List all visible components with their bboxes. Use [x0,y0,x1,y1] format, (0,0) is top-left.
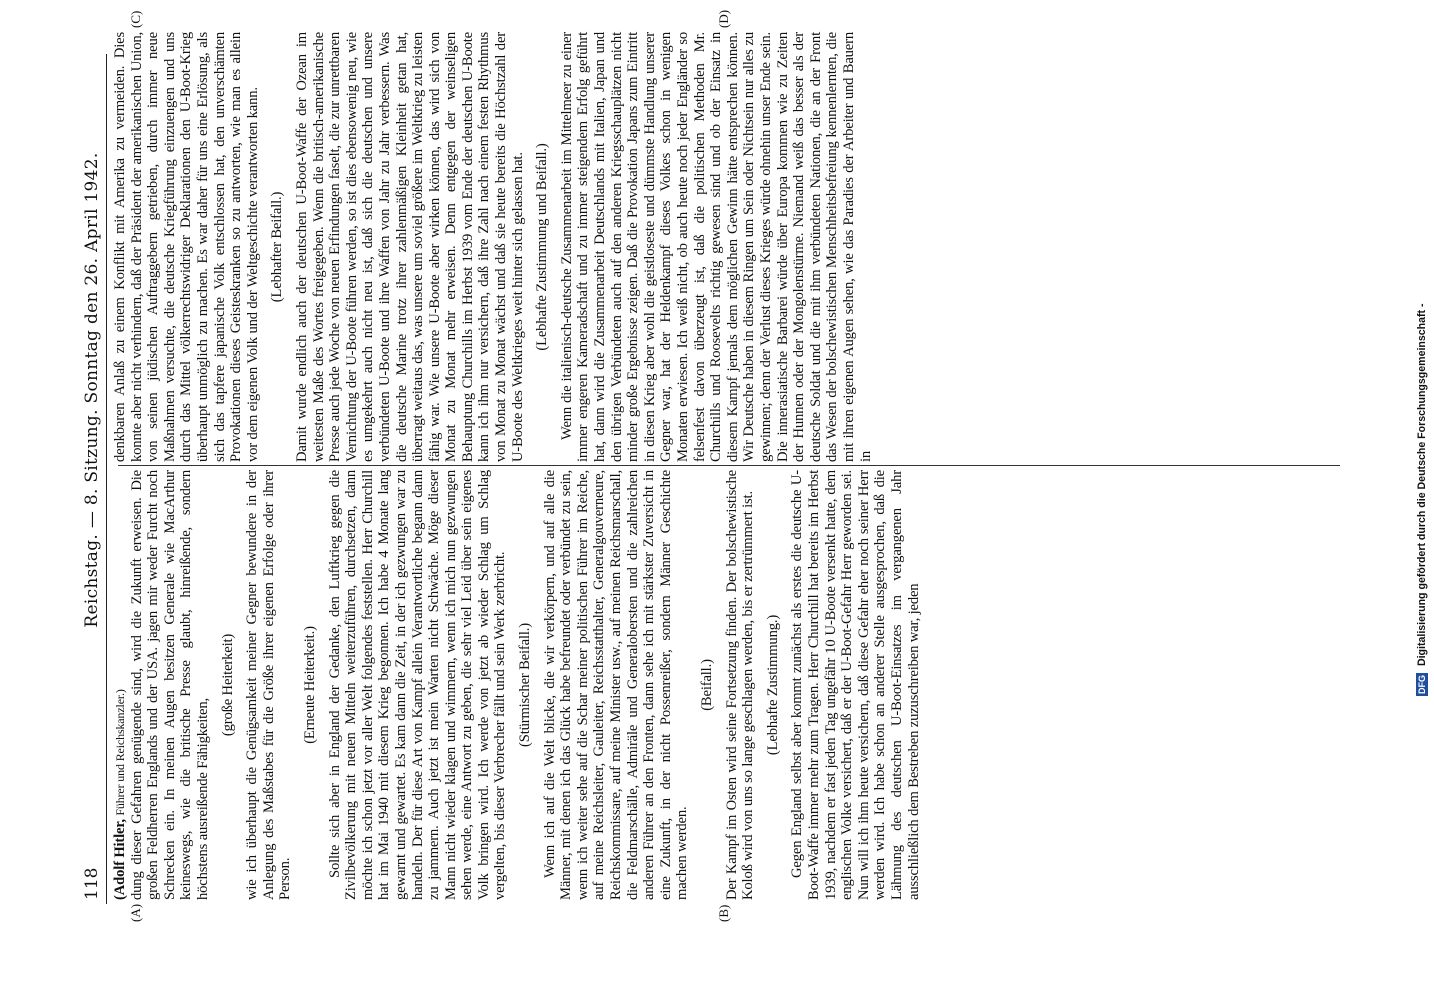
applause-note: (Stürmischer Beifall.) [517,623,534,747]
paragraph: Der Kampf im Osten wird seine Fortsetzung finden. Der bolschewistische Koloß wird von uns so lange geschlagen werden, bis er zertrümmert ist. [723,470,757,900]
margin-marker-b: (B) [716,904,731,922]
digitization-credit-text [1416,6,1428,696]
dfg-logo: DFG [1417,675,1427,694]
applause-note: (Lebhafte Zustimmung.) [764,614,781,756]
margin-marker-a: (A) [128,903,143,922]
paragraph: wie ich überhaupt die Genügsamkeit meiner Gegner bewundere in der Anlegung des Maßstabes für die Größe ihrer eigenen Erfolge oder ihrer Person. [244,470,294,900]
margin-marker-d: (D) [716,9,731,28]
speaker-name: (Adolf Hitler, [112,819,128,900]
text-column-left [112,470,922,900]
paragraph: Gegen England selbst aber kommt zunächst als erstes die deutsche U-Boot-Waffe immer mehr zum Tragen. Herr Churchill hat bereits im Herbst 1939, nachdem er fast jeden Tag ungefähr 10 U-Boote versenkt hatte, dem englischen Volke versichert, daß er der U-Boot-Gefahr Herr geworden sei. Nun will ich ihm heute versichern, daß diese Gefahr eher noch seiner Herr werden wird. Ich habe schon an anderer Stelle ausgesprochen, daß die Lähmung des deutschen U-Boot-Einsatzes im vergangenen Jahr ausschließlich dem Bestreben zuzuschreiben war, jeden [789,470,922,900]
applause-note: (Erneute Heiterkeit.) [301,626,318,744]
paragraph: Wenn ich auf die Welt blicke, die wir verkörpern, und auf alle die Männer, mit denen ich das Glück habe befreundet oder verbündet zu sein, wenn ich weiter sehe auf die Schar meiner politischen Führer im Reiche, auf meine Reichsleiter, Gauleiter, Reichsstatthalter, Generalgouverneure, Reichskommissare, auf meine Minister usw., auf meinen Reichsmarschall, die Feldmarschälle, Admiräle und Generalobersten und die zahlreichen anderen Führer an den Fronten, dann sehe ich mit stärkster Zuversicht in eine Zukunft, in der nicht Possenreißer, sondern Männer Geschichte machen werden. [541,470,691,900]
paragraph: Wenn die italienisch-deutsche Zusammenarbeit im Mittelmeer zu einer immer engeren Kameradschaft und zu immer steigendem Erfolg geführt hat, dann wird die Zusammenarbeit Deutschlands mit Italien, Japan und den übrigen Verbündeten auch auf den anderen Kriegsschauplätzen nicht minder große Ergebnisse zeigen. Daß die Provokation Japans zum Eintritt in diesen Krieg aber wohl die geistloseste und dümmste Handlung unserer Gegner war, hat der Heldenkampf dieses Volkes schon in wenigen Monaten erwiesen. Ich weiß nicht, ob auch heute noch jeder Engländer so felsenfest davon überzeugt ist, daß die politischen Methoden Mr. Churchills und Roosevelts richtig gewesen sind und ob der Einsatz in diesem Kampf jemals dem möglichen Gewinn hätte entsprechen können. Wir Deutsche haben in diesem Ringen um Sein oder Nichtsein nur alles zu gewinnen; denn der Verlust dieses Krieges würde ohnehin unser Ende sein. Die innerasiatische Barbarei würde über Europa kommen wie zu Zeiten der Hunnen oder der Mongolenstürme. Niemand weiß das besser als der deutsche Soldat und die mit ihm verbündeten Nationen, die an der Front das Wesen der bolschewistischen Menschheitsbefreiung kennenlernten, die mit ihren eigenen Augen sehen, wie das Paradies der Arbeiter und Bauern in [558,32,874,462]
speaker-role: Führer und Reichskanzler.) [113,689,127,816]
paragraph: dung dieser Gefahren genügende sind, wird die Zukunft erweisen. Die großen Feldherren Englands und der USA. jagen mir weder Furcht noch Schrecken ein. In meinen Augen besitzen Generale wie MacArthur keineswegs, wie die britische Presse glaubt, hinreißende, sondern höchstens ausreißende Fähigkeiten, [128,470,211,900]
applause-note: (Lebhafter Beifall.) [269,191,286,303]
column-divider [118,465,1340,466]
applause-note: (Lebhafte Zustimmung und Beifall.) [534,143,551,351]
paragraph: Sollte sich aber in England der Gedanke, den Luftkrieg gegen die Zivilbevölkerung mit neuen Mitteln weiterzuführen, durchsetzen, dann möchte ich schon jetzt vor aller Welt folgendes feststellen. Herr Churchill hat im Mai 1940 mit diesem Krieg begonnen. Ich habe 4 Monate lang gewarnt und gewartet. Es kam dann die Zeit, in der ich gezwungen war zu handeln. Der für diese Art von Kampf allein Verantwortliche begann dann zu jammern. Auch jetzt ist mein Warten nicht Schwäche. Möge dieser Mann nicht wieder klagen und wimmern, wenn ich mich nun gezwungen sehen werde, eine Antwort zu geben, die sehr viel Leid über sein eigenes Volk bringen wird. Ich werde von jetzt ab wieder Schlag um Schlag vergelten, bis dieser Verbrecher fällt und sein Werk zerbricht. [326,470,509,900]
paragraph: Damit wurde endlich auch der deutschen U-Boot-Waffe der Ozean im weitesten Maße des Wortes freigegeben. Wenn die britisch-amerikanische Presse auch jede Woche von neuen Erfindungen faselt, die zur unrettbaren Vernichtung der U-Boote führen werden, so ist dies ebensowenig neu, wie es umgekehrt auch nicht neu ist, daß sich die deutschen und unsere verbündeten U-Boote und ihre Waffen von Jahr zu Jahr verbessern. Was die deutsche Marine trotz ihrer zahlenmäßigen Kleinheit getan hat, überragt weitaus das, was unsere um soviel größere im Weltkrieg zu leisten fähig war. Wie unsere U-Boote aber wirken können, das wird sich von Monat zu Monat mehr erweisen. Denn entgegen der weinseligen Behauptung Churchills im Herbst 1939 vom Ende der deutschen U-Boote kann ich ihm nur versichern, daß ihre Zahl nach einem festen Rhythmus von Monat zu Monat wächst und daß sie heute bereits die Höchstzahl der U-Boote des Weltkrieges weit hinter sich gelassen hat. [293,32,526,462]
applause-note: (Beifall.) [699,659,715,711]
margin-marker-c: (C) [128,10,143,28]
page-number: 118 [82,867,102,900]
header-rule [106,54,107,904]
running-title: Reichstag. — 8. Sitzung. Sonntag den 26. April 1942. [82,152,102,628]
text-column-right [112,32,874,462]
digitization-credit [1412,6,1434,996]
applause-note: (große Heiterkeit) [219,633,236,737]
credit-text: Digitalisierung gefördert durch die Deutsche Forschungsgemeinschaft - [1416,303,1428,667]
speaker-line [112,470,129,900]
paragraph: denkbaren Anlaß zu einem Konflikt mit Amerika zu vermeiden. Dies konnte aber nicht verhindern, daß der Präsident der amerikanischen Union, von seinen jüdischen Auftraggebern getrieben, durch immer neue Maßnahmen versuchte, die deutsche Kriegführung einzuengen und uns durch das Mittel völkerrechtswidriger Deklarationen den U-Boot-Krieg überhaupt unmöglich zu machen. Es war daher für uns eine Erlösung, als sich das tapfere japanische Volk entschlossen hat, den unverschämten Provokationen dieses Geisteskranken so zu antworten, wie man es allein vor dem eigenen Volk und der Weltgeschichte verantworten kann. [112,32,261,462]
